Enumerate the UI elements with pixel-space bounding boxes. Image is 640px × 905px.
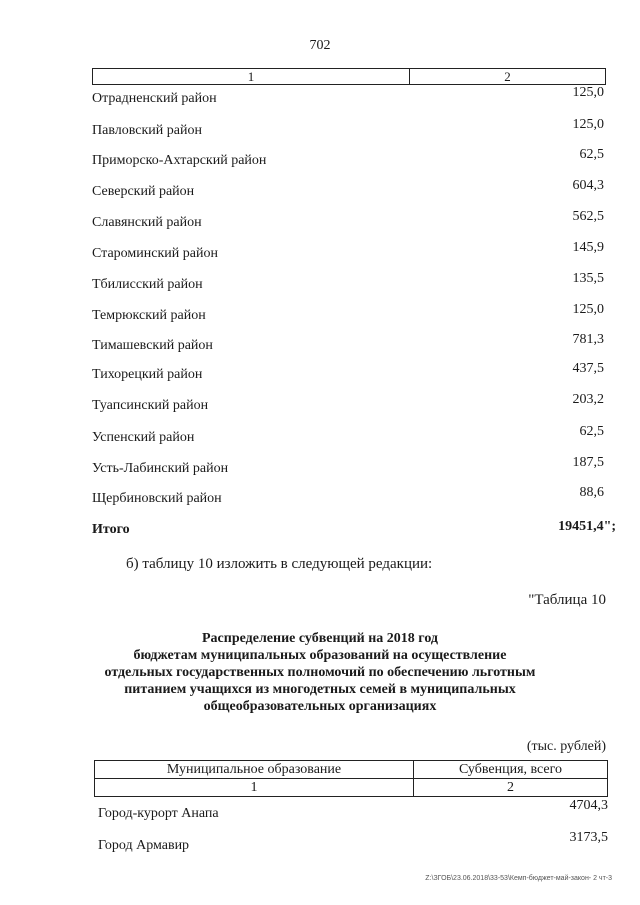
amendment-instruction: б) таблицу 10 изложить в следующей редакции: xyxy=(126,556,433,572)
title-line: бюджетам муниципальных образований на осуществление xyxy=(133,648,507,663)
title-line: общеобразовательных организациях xyxy=(203,699,437,714)
subvention-value: 3173,5 xyxy=(569,830,608,845)
district-value: 88,6 xyxy=(579,485,604,500)
district-name: Отрадненский район xyxy=(92,91,217,106)
district-name: Успенский район xyxy=(92,430,195,445)
column-number-2: 2 xyxy=(504,69,511,84)
district-value: 62,5 xyxy=(579,424,604,439)
district-name: Павловский район xyxy=(92,123,202,138)
district-value: 203,2 xyxy=(572,392,604,407)
column-number-2: 2 xyxy=(414,779,608,797)
column-number-1: 1 xyxy=(95,779,414,797)
district-name: Приморско-Ахтарский район xyxy=(92,153,267,168)
total-label: Итого xyxy=(92,522,130,537)
table-10-header xyxy=(94,760,608,797)
number-row xyxy=(95,779,608,797)
column-number-1: 1 xyxy=(93,69,410,84)
total-value: 19451,4"; xyxy=(558,519,616,534)
district-name: Тимашевский район xyxy=(92,338,213,353)
continuation-table-header xyxy=(92,68,606,85)
district-value: 562,5 xyxy=(572,209,604,224)
district-name: Тихорецкий район xyxy=(92,367,203,382)
units-label: (тыс. рублей) xyxy=(526,739,606,754)
district-name: Усть-Лабинский район xyxy=(92,461,229,476)
district-value: 145,9 xyxy=(572,240,604,255)
table-title xyxy=(0,630,640,715)
district-name: Темрюкский район xyxy=(92,308,206,323)
district-value: 781,3 xyxy=(572,332,604,347)
title-line: Распределение субвенций на 2018 год xyxy=(202,631,438,646)
district-value: 437,5 xyxy=(572,361,604,376)
header-subvention: Субвенция, всего xyxy=(414,761,608,779)
title-line: отдельных государственных полномочий по обеспечению льготным xyxy=(104,665,536,680)
district-value: 187,5 xyxy=(572,455,604,470)
district-value: 125,0 xyxy=(572,85,604,100)
subvention-value: 4704,3 xyxy=(569,798,608,813)
district-value: 125,0 xyxy=(572,302,604,317)
header-municipality: Муниципальное образование xyxy=(95,761,414,779)
file-path-footer: Z:\ЗГОБ\23.06.2018\33-53\Кемп-бюджет-май-закон- 2 чт-3 xyxy=(425,875,612,882)
district-name: Славянский район xyxy=(92,215,202,230)
district-name: Староминский район xyxy=(92,246,218,261)
district-value: 62,5 xyxy=(579,147,604,162)
table-label: "Таблица 10 xyxy=(528,592,606,608)
district-name: Северский район xyxy=(92,184,195,199)
page-number: 702 xyxy=(309,38,331,53)
municipality-name: Город-курорт Анапа xyxy=(98,806,219,821)
title-line: питанием учащихся из многодетных семей в муниципальных xyxy=(124,682,516,697)
municipality-name: Город Армавир xyxy=(98,838,190,853)
district-value: 604,3 xyxy=(572,178,604,193)
district-name: Тбилисский район xyxy=(92,277,203,292)
header-row xyxy=(95,761,608,779)
district-name: Щербиновский район xyxy=(92,491,222,506)
district-value: 125,0 xyxy=(572,117,604,132)
district-name: Туапсинский район xyxy=(92,398,209,413)
district-value: 135,5 xyxy=(572,271,604,286)
